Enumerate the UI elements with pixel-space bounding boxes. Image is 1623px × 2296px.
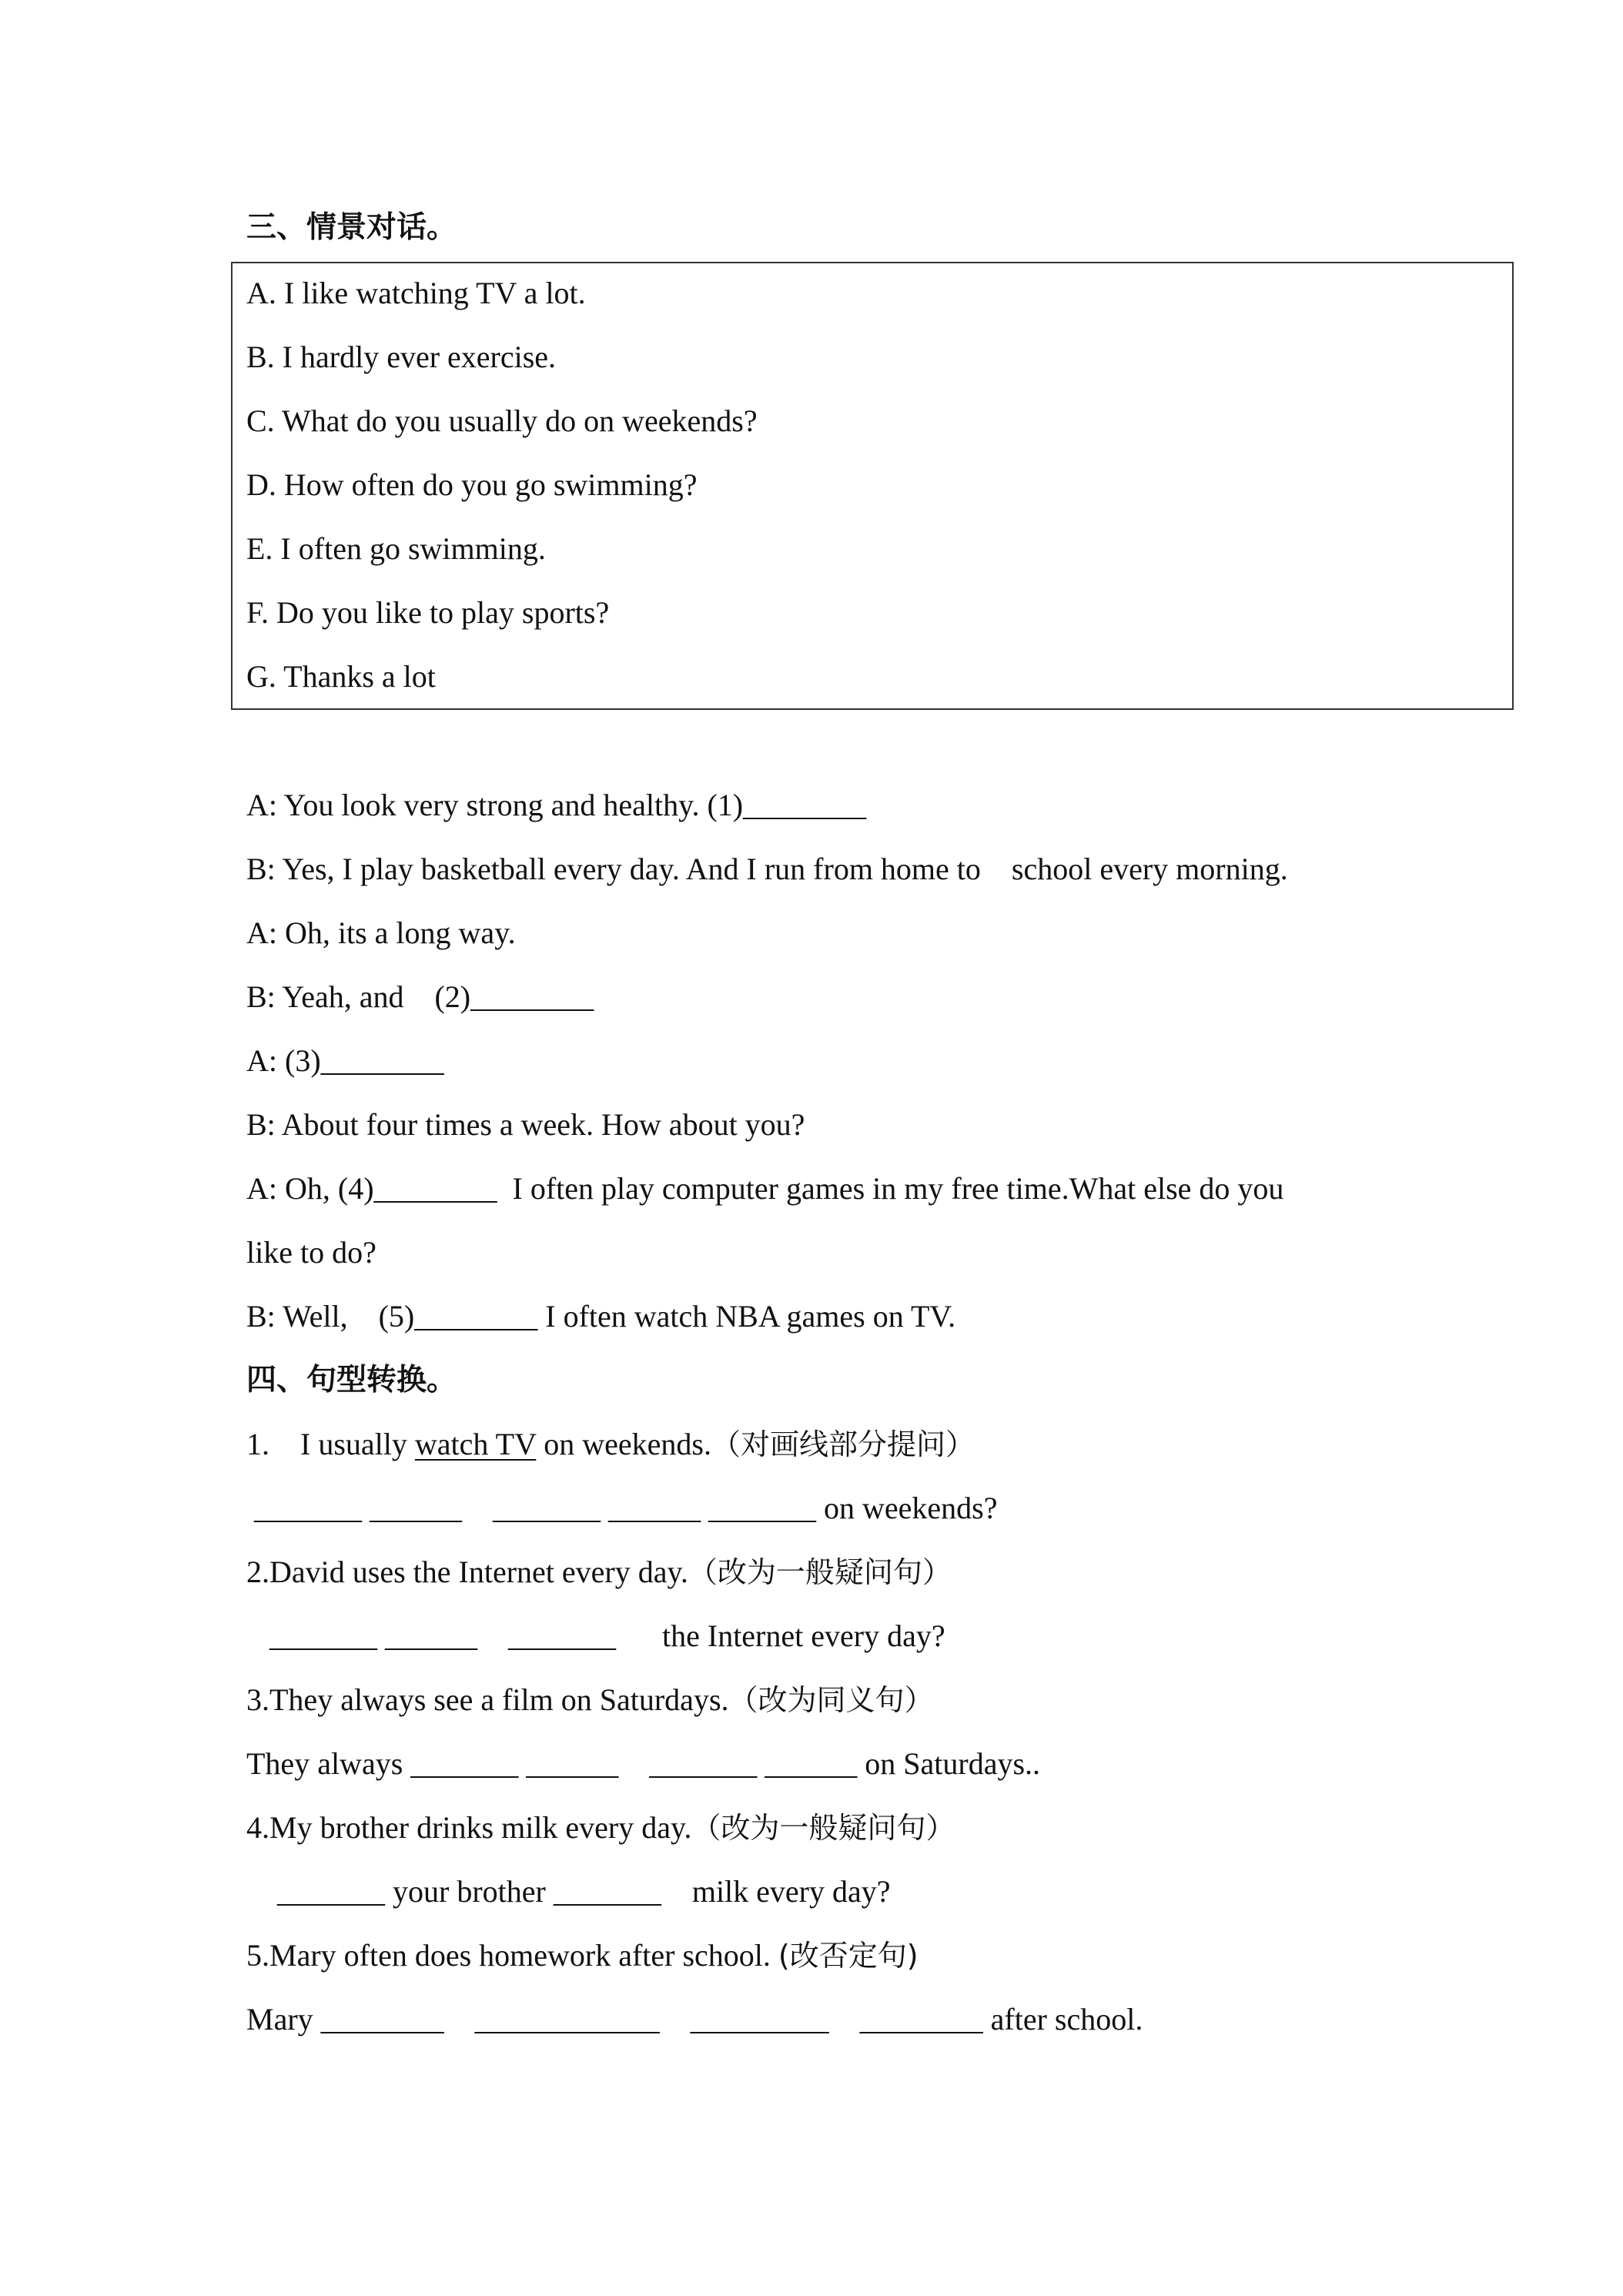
question-2 [246, 1551, 952, 1594]
dialogue-line-9: B: Well, (5)________ I often watch NBA games on TV. [246, 1299, 956, 1334]
question-2-text: 2.David uses the Internet every day. [246, 1555, 688, 1589]
option-g: G. Thanks a lot [246, 659, 436, 694]
dialogue-line-7: A: Oh, (4)________ I often play computer games in my free time.What else do you [246, 1171, 1284, 1206]
section-3-heading: 三、情景对话。 [246, 210, 457, 245]
question-5-text: 5.Mary often does homework after school. [246, 1938, 778, 1973]
answer-1: _______ ______ _______ ______ _______ on weekends? [246, 1491, 998, 1525]
question-1 [246, 1423, 975, 1466]
dialogue-line-4: B: Yeah, and (2)________ [246, 979, 594, 1014]
option-c: C. What do you usually do on weekends? [246, 403, 758, 438]
option-a: A. I like watching TV a lot. [246, 276, 586, 310]
question-4-text: 4.My brother drinks milk every day. [246, 1810, 692, 1845]
question-1-instruction: （对画线部分提问） [711, 1427, 975, 1461]
question-1-prefix: 1. I usually [246, 1427, 415, 1461]
answer-3: They always _______ ______ _______ ______ on Saturdays.. [246, 1746, 1041, 1781]
question-1-suffix: on weekends. [536, 1427, 711, 1461]
option-f: F. Do you like to play sports? [246, 595, 610, 630]
question-3-text: 3.They always see a film on Saturdays. [246, 1682, 729, 1717]
dialogue-line-6: B: About four times a week. How about you? [246, 1107, 805, 1142]
option-d: D. How often do you go swimming? [246, 467, 698, 502]
question-4-instruction: （改为一般疑问句） [691, 1811, 955, 1845]
dialogue-line-1: A: You look very strong and healthy. (1)________ [246, 788, 867, 822]
answer-2: _______ ______ _______ the Internet every day? [246, 1618, 945, 1653]
question-1-underlined: watch TV [414, 1427, 537, 1461]
option-b: B. I hardly ever exercise. [246, 340, 557, 374]
dialogue-line-3: A: Oh, its a long way. [246, 915, 516, 950]
section-4-heading: 四、句型转换。 [246, 1363, 457, 1397]
dialogue-line-8: like to do? [246, 1235, 376, 1270]
question-5 [246, 1934, 919, 1977]
dialogue-line-2: B: Yes, I play basketball every day. And I run from home to school every morning. [246, 852, 1288, 886]
question-2-instruction: （改为一般疑问句） [688, 1555, 952, 1589]
answer-5: Mary ________ ____________ _________ ________ after school. [246, 2002, 1143, 2037]
dialogue-line-5: A: (3)________ [246, 1043, 444, 1078]
question-3-instruction: （改为同义句） [728, 1683, 934, 1717]
question-5-instruction: (改否定句) [778, 1939, 919, 1973]
question-3 [246, 1678, 934, 1722]
option-e: E. I often go swimming. [246, 531, 546, 566]
question-4 [246, 1806, 955, 1849]
answer-4: _______ your brother _______ milk every day? [246, 1874, 891, 1909]
